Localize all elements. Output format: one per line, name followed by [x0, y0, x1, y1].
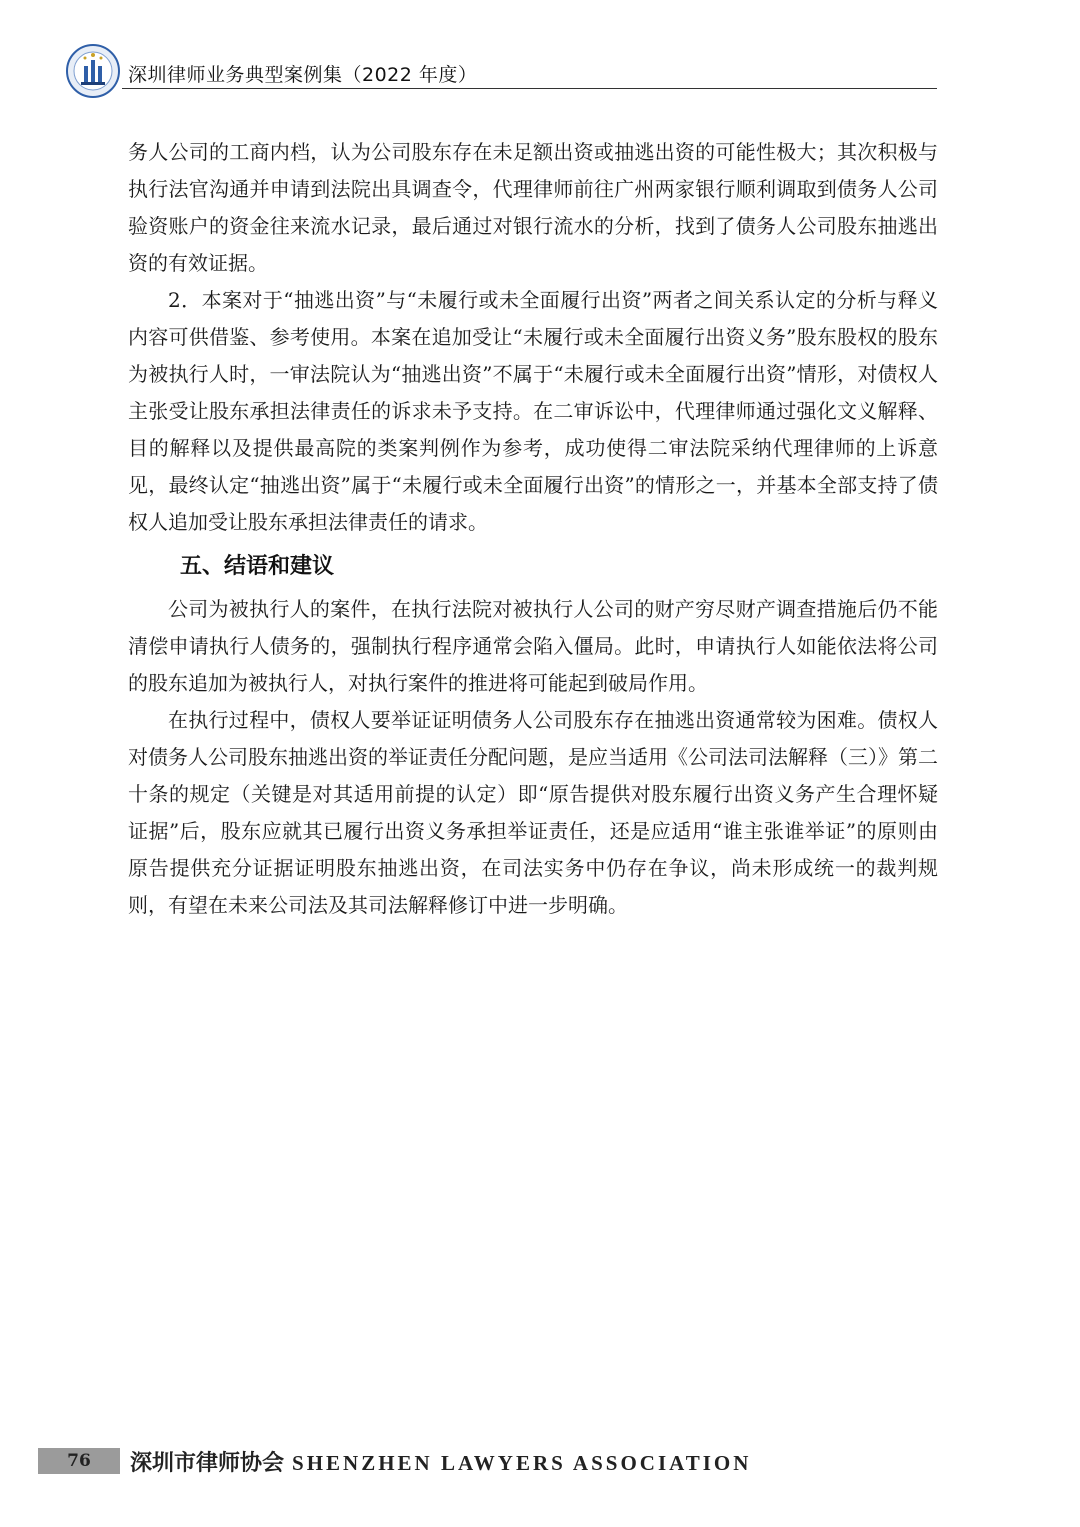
section-heading: 五、结语和建议: [180, 554, 335, 579]
association-logo-icon: [66, 44, 120, 98]
header-divider: [122, 88, 937, 89]
body-paragraph: 2．本案对于“抽逃出资”与“未履行或未全面履行出资”两者之间关系认定的分析与释义内容可供借鉴、参考使用。本案在追加受让“未履行或未全面履行出资义务”股东股权的股东为被执行人时，一审法院认为“抽逃出资”不属于“未履行或未全面履行出资”情形，对债权人主张受让股东承担法律责任的诉求未予支持。在二审诉讼中，代理律师通过强化文义解释、目的解释以及提供最高院的类案判例作为参考，成功使得二审法院采纳代理律师的上诉意见，最终认定“抽逃出资”属于“未履行或未全面履行出资”的情形之一，并基本全部支持了债权人追加受让股东承担法律责任的请求。: [128, 288, 938, 534]
page-body: [128, 134, 938, 924]
body-paragraph: 在执行过程中，债权人要举证证明债务人公司股东存在抽逃出资通常较为困难。债权人对债务人公司股东抽逃出资的举证责任分配问题，是应当适用《公司法司法解释（三）》第二十条的规定（关键是对其适用前提的认定）即“原告提供对股东履行出资义务产生合理怀疑证据”后，股东应就其已履行出资义务承担举证责任，还是应适用“谁主张谁举证”的原则由原告提供充分证据证明股东抽逃出资，在司法实务中仍存在争议，尚未形成统一的裁判规则，有望在未来公司法及其司法解释修订中进一步明确。: [128, 708, 938, 917]
body-paragraph: 公司为被执行人的案件，在执行法院对被执行人公司的财产穷尽财产调查措施后仍不能清偿申请执行人债务的，强制执行程序通常会陷入僵局。此时，申请执行人如能依法将公司的股东追加为被执行人，对执行案件的推进将可能起到破局作用。: [128, 597, 938, 695]
footer-org-chinese: 深圳市律师协会: [130, 1451, 285, 1476]
footer-organization: [130, 1446, 751, 1477]
page-number: 76: [67, 1451, 91, 1471]
body-paragraph: 务人公司的工商内档，认为公司股东存在未足额出资或抽逃出资的可能性极大；其次积极与执行法官沟通并申请到法院出具调查令，代理律师前往广州两家银行顺利调取到债务人公司验资账户的资金往来流水记录，最后通过对银行流水的分析，找到了债务人公司股东抽逃出资的有效证据。: [128, 140, 938, 275]
book-title-header: 深圳律师业务典型案例集（2022 年度）: [128, 64, 478, 86]
footer-org-english: SHENZHEN LAWYERS ASSOCIATION: [292, 1451, 752, 1475]
